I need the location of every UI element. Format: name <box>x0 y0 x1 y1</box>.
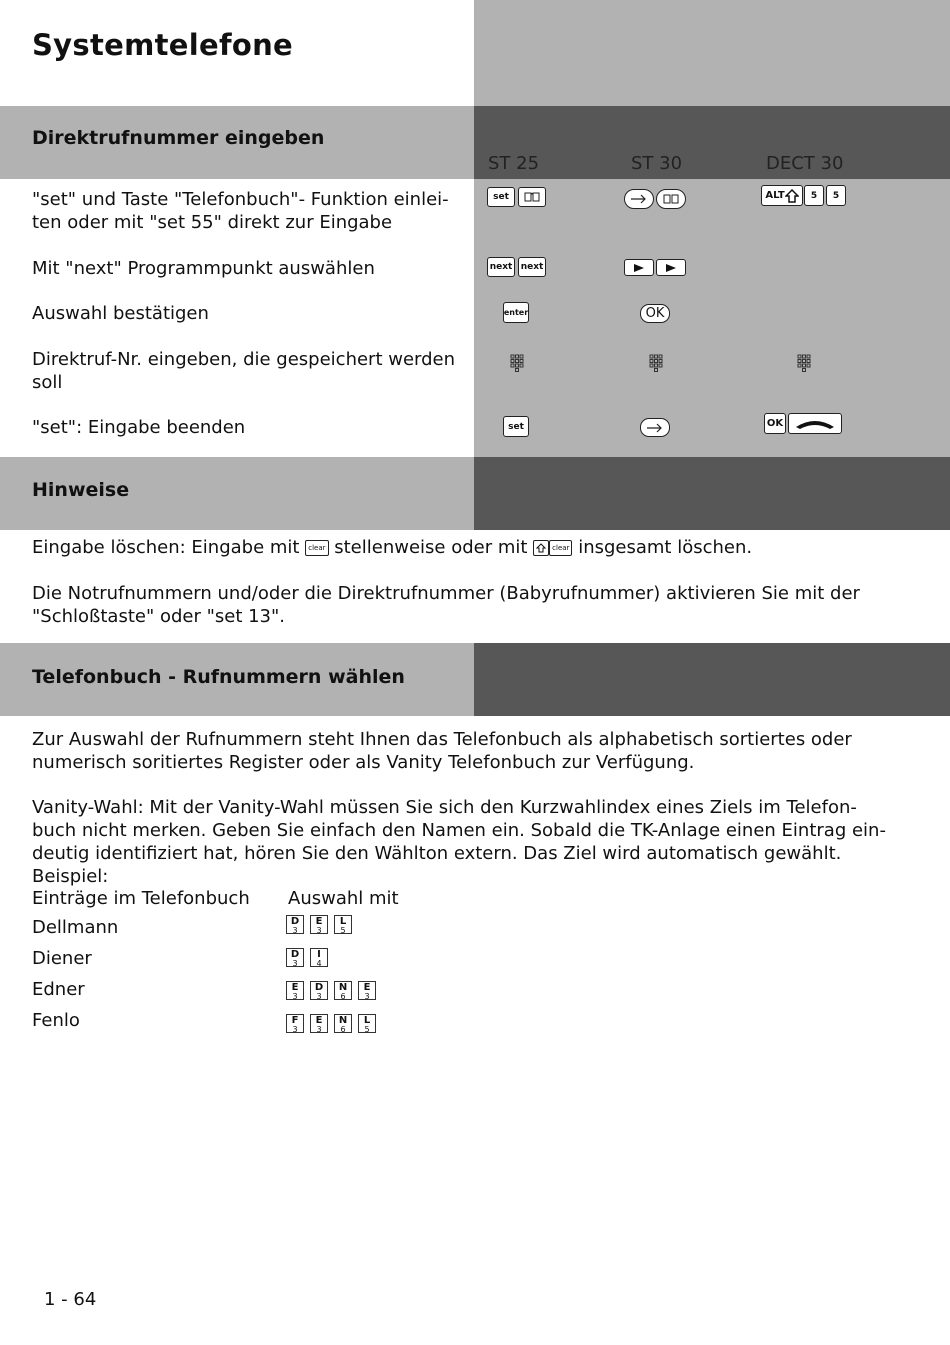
hinweise-header-dark <box>474 457 950 530</box>
hinweise-para-2: Die Notrufnummern und/oder die Direktrufnummer (Babyrufnummer) aktivieren Sie mit der "Schloßtaste" oder "set 13". <box>32 583 860 627</box>
example-name: Fenlo <box>32 1010 80 1031</box>
letter-key-icon <box>358 1014 376 1033</box>
phonebook-key-icon <box>656 189 686 209</box>
alt-key-label: ALT <box>765 190 785 201</box>
key-letter: N <box>338 982 348 993</box>
set-key-icon: set <box>487 187 515 207</box>
column-dect30: DECT 30 <box>766 153 844 174</box>
ok-key-icon: OK <box>640 304 670 323</box>
letter-key-icon <box>334 1014 352 1033</box>
shift-key-icon <box>533 540 549 556</box>
key-digit: 3 <box>316 992 322 1001</box>
alt-shift-key-icon <box>761 185 803 206</box>
key-letter: E <box>291 982 299 993</box>
key-letter: D <box>314 982 324 993</box>
key-digit: 3 <box>292 959 298 968</box>
arrow-key-icon <box>624 189 654 209</box>
key-digit: 3 <box>292 1025 298 1034</box>
key-digit: 3 <box>316 1025 322 1034</box>
key-letter: D <box>290 949 300 960</box>
handset-key-icon <box>788 413 842 434</box>
key-letter: L <box>363 1015 371 1026</box>
telefonbuch-header-dark <box>474 643 950 716</box>
hinweise-text-c: insgesamt löschen. <box>578 537 753 558</box>
keypad-icon <box>510 354 524 378</box>
key-digit: 4 <box>316 959 322 968</box>
select-column-header: Auswahl mit <box>288 888 399 909</box>
key-digit: 3 <box>292 992 298 1001</box>
letter-key-icon <box>286 981 304 1000</box>
key-digit: 6 <box>340 1025 346 1034</box>
step-2-text: Mit "next" Programmpunkt auswählen <box>32 258 375 279</box>
keypad-icon <box>797 354 811 378</box>
next-key-icon: next <box>518 257 546 277</box>
example-name: Edner <box>32 979 85 1000</box>
key-digit: 3 <box>292 926 298 935</box>
entries-column-header: Einträge im Telefonbuch <box>32 888 250 909</box>
keypad-icon <box>649 354 663 378</box>
key-letter: N <box>338 1015 348 1026</box>
key-digit: 6 <box>340 992 346 1001</box>
key-letter: E <box>315 916 323 927</box>
hinweise-line-1 <box>32 536 752 559</box>
step-5-text: "set": Eingabe beenden <box>32 417 246 438</box>
digit-5-key-icon: 5 <box>826 185 846 206</box>
column-st25: ST 25 <box>488 153 540 174</box>
step-3-text: Auswahl bestätigen <box>32 303 209 324</box>
letter-key-icon <box>310 915 328 934</box>
letter-key-icon <box>310 948 328 967</box>
key-letter: E <box>315 1015 323 1026</box>
key-letter: L <box>339 916 347 927</box>
letter-key-icon <box>334 915 352 934</box>
play-key-icon <box>624 259 654 276</box>
column-st30: ST 30 <box>631 153 683 174</box>
clear-key-icon: clear <box>305 540 328 556</box>
next-key-icon: next <box>487 257 515 277</box>
key-digit: 5 <box>340 926 346 935</box>
example-name: Diener <box>32 948 92 969</box>
letter-key-icon <box>358 981 376 1000</box>
hinweise-heading: Hinweise <box>32 479 130 501</box>
telefonbuch-para-2: Vanity-Wahl: Mit der Vanity-Wahl müssen Sie sich den Kurzwahlindex eines Ziels im Telefon- buch nicht merken. Geben Sie einfach den Namen ein. Sobald die TK-Anlage einen Eintrag ein- deutig identifiziert hat, hören Sie den Wählton extern. Das Ziel wird automatisch gewählt. Beispiel: <box>32 797 886 887</box>
letter-key-icon <box>310 1014 328 1033</box>
hinweise-text-b: stellenweise oder mit <box>334 537 528 558</box>
set-key-icon: set <box>503 416 529 437</box>
phonebook-key-icon <box>518 187 546 207</box>
device-column-panel <box>474 179 950 457</box>
key-letter: I <box>317 949 321 960</box>
key-digit: 3 <box>316 926 322 935</box>
ok-key-icon: OK <box>764 413 786 434</box>
letter-key-icon <box>310 981 328 1000</box>
direktruf-header-dark <box>474 106 950 179</box>
title-gray-panel <box>474 0 950 106</box>
direktruf-heading: Direktrufnummer eingeben <box>32 127 325 149</box>
step-4-text: Direktruf-Nr. eingeben, die gespeichert werden soll <box>32 349 456 393</box>
letter-key-icon <box>286 915 304 934</box>
page-number: 1 - 64 <box>44 1289 97 1310</box>
letter-key-icon <box>286 1014 304 1033</box>
key-digit: 5 <box>364 1025 370 1034</box>
key-letter: D <box>290 916 300 927</box>
example-name: Dellmann <box>32 917 119 938</box>
letter-key-icon <box>286 948 304 967</box>
digit-5-key-icon: 5 <box>804 185 824 206</box>
arrow-key-icon <box>640 418 670 437</box>
telefonbuch-heading: Telefonbuch - Rufnummern wählen <box>32 666 405 688</box>
key-digit: 3 <box>364 992 370 1001</box>
telefonbuch-para-1: Zur Auswahl der Rufnummern steht Ihnen das Telefonbuch als alphabetisch sortiertes oder numerisch soritiertes Register oder als Vanity Telefonbuch zur Verfügung. <box>32 729 852 773</box>
play-key-icon <box>656 259 686 276</box>
key-letter: E <box>363 982 371 993</box>
key-letter: F <box>291 1015 299 1026</box>
hinweise-text-a: Eingabe löschen: Eingabe mit <box>32 537 300 558</box>
clear-key-icon: clear <box>549 540 572 556</box>
enter-key-icon: enter <box>503 302 529 323</box>
page-title: Systemtelefone <box>32 28 293 62</box>
letter-key-icon <box>334 981 352 1000</box>
step-1-text: "set" und Taste "Telefonbuch"- Funktion einlei- ten oder mit "set 55" direkt zur Eingabe <box>32 189 449 233</box>
